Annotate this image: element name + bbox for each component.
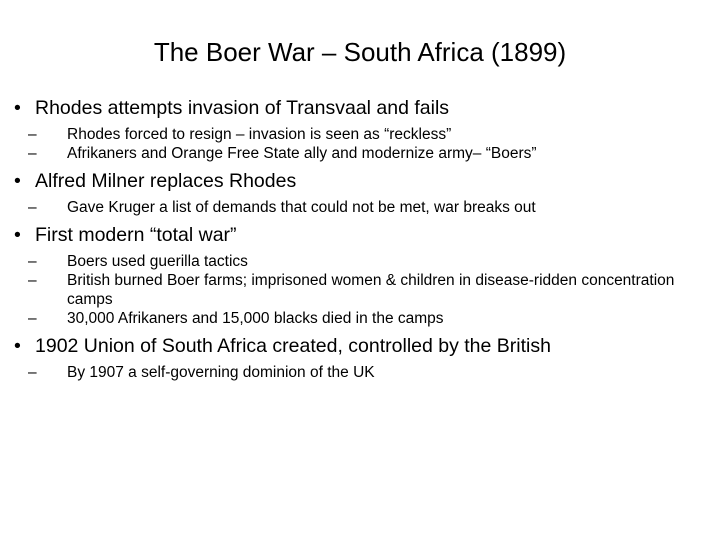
sub-bullet-text: Rhodes forced to resign – invasion is seen as “reckless” bbox=[67, 126, 452, 143]
bullet-icon: • bbox=[14, 224, 21, 246]
bullet-item bbox=[14, 333, 704, 359]
bullet-icon: • bbox=[14, 97, 21, 119]
bullet-icon: • bbox=[14, 335, 21, 357]
bullet-text: Alfred Milner replaces Rhodes bbox=[35, 170, 297, 192]
bullet-icon: • bbox=[14, 170, 21, 192]
sub-bullet-item bbox=[14, 252, 704, 271]
dash-icon: – bbox=[28, 199, 37, 216]
bullet-text: First modern “total war” bbox=[35, 224, 237, 246]
dash-icon: – bbox=[28, 310, 37, 327]
dash-icon: – bbox=[28, 145, 37, 162]
sub-bullet-item bbox=[14, 198, 704, 217]
sub-bullet-item bbox=[14, 271, 704, 309]
bullet-list bbox=[14, 95, 704, 382]
sub-bullet-item bbox=[14, 309, 704, 328]
sub-bullet-text: Gave Kruger a list of demands that could not be met, war breaks out bbox=[67, 199, 536, 216]
dash-icon: – bbox=[28, 364, 37, 381]
sub-bullet-text: Boers used guerilla tactics bbox=[67, 253, 248, 270]
dash-icon: – bbox=[28, 126, 37, 143]
sub-bullet-item bbox=[14, 144, 704, 163]
bullet-item bbox=[14, 95, 704, 121]
bullet-text: Rhodes attempts invasion of Transvaal and fails bbox=[35, 97, 450, 119]
sub-bullet-text: Afrikaners and Orange Free State ally and modernize army– “Boers” bbox=[67, 145, 537, 162]
bullet-text: 1902 Union of South Africa created, controlled by the British bbox=[35, 335, 551, 357]
sub-bullet-text: British burned Boer farms; imprisoned women & children in disease-ridden concentration camps bbox=[67, 272, 675, 308]
slide-title: The Boer War – South Africa (1899) bbox=[153, 37, 567, 67]
bullet-item bbox=[14, 222, 704, 248]
sub-bullet-text: By 1907 a self-governing dominion of the UK bbox=[67, 364, 375, 381]
dash-icon: – bbox=[28, 253, 37, 270]
sub-bullet-item bbox=[14, 125, 704, 144]
dash-icon: – bbox=[28, 272, 37, 289]
bullet-item bbox=[14, 168, 704, 194]
sub-bullet-text: 30,000 Afrikaners and 15,000 blacks died in the camps bbox=[67, 310, 444, 327]
sub-bullet-item bbox=[14, 363, 704, 382]
